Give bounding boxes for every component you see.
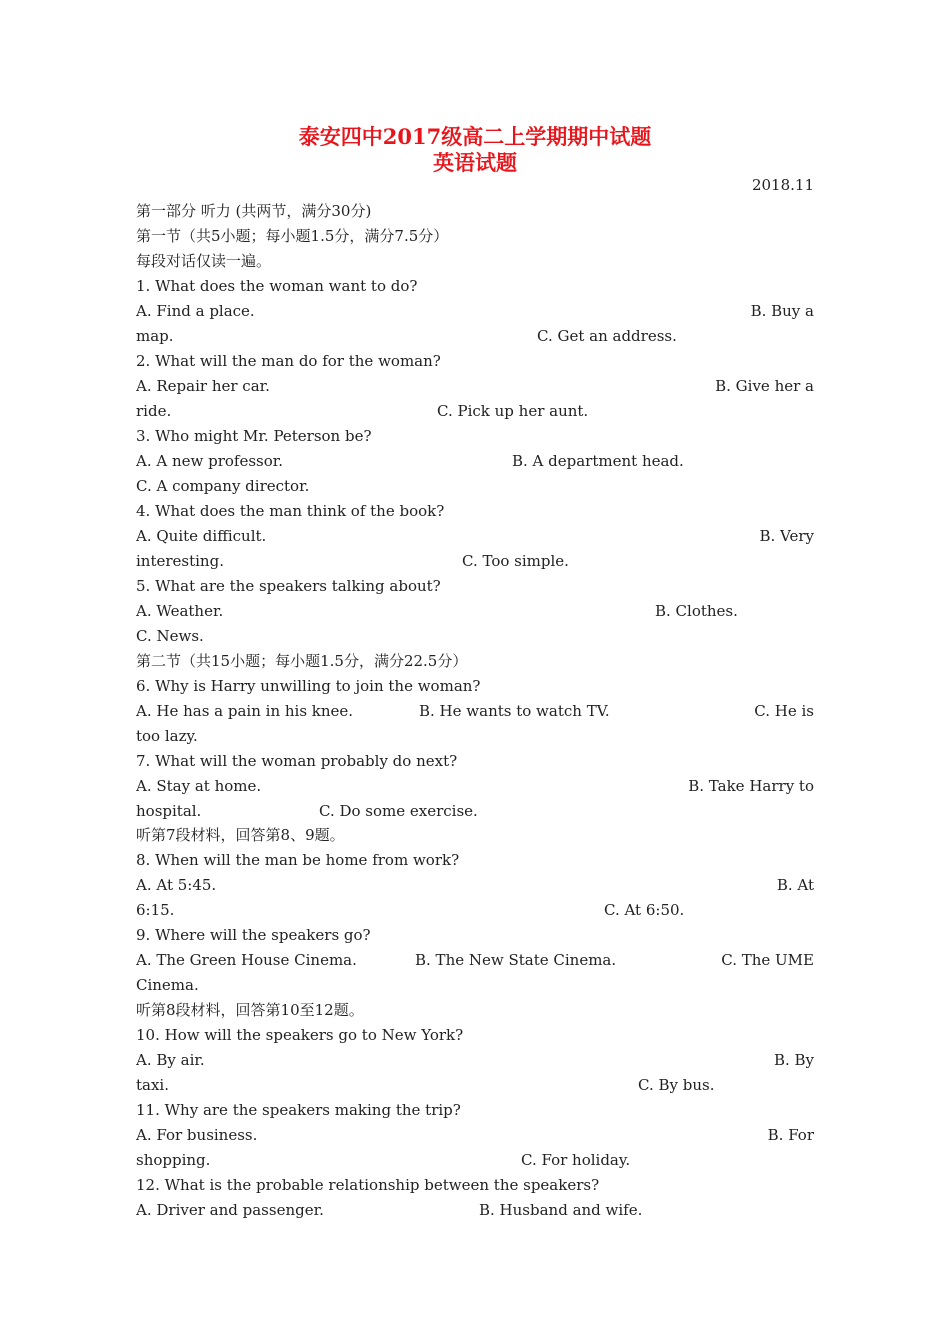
question-8-options-row-2: [136, 898, 814, 923]
question-10: 10. How will the speakers go to New York?: [136, 1026, 464, 1044]
instruction: 每段对话仅读一遍。: [136, 252, 272, 270]
option-b-continued: shopping.: [136, 1151, 211, 1169]
material-note-8: 听第8段材料，回答第10至12题。: [136, 1001, 364, 1019]
option-a: A. Find a place.: [136, 302, 255, 320]
part-heading: 第一部分 听力 (共两节，满分30分): [136, 202, 372, 220]
exam-subtitle: 英语试题: [433, 150, 517, 175]
exam-date: 2018.11: [751, 176, 814, 194]
option-b: B. Take Harry to: [688, 777, 814, 795]
exam-title: 泰安四中2017级高二上学期期中试题: [298, 124, 652, 149]
question-7: 7. What will the woman probably do next?: [136, 752, 458, 770]
option-b-continued: interesting.: [136, 552, 224, 570]
option-c-continued: Cinema.: [136, 976, 199, 994]
question-10-options-row: [136, 1048, 814, 1073]
question-5-options-row-2: [136, 624, 814, 649]
option-b: B. For: [767, 1126, 814, 1144]
question-9-options-row: [136, 948, 814, 973]
option-a: A. Weather.: [136, 602, 224, 620]
option-c: C. News.: [136, 627, 204, 645]
question-9-options-row-2: [136, 973, 814, 998]
material-note-7: 听第7段材料，回答第8、9题。: [136, 826, 345, 844]
option-a: A. He has a pain in his knee.: [136, 702, 354, 720]
question-5: 5. What are the speakers talking about?: [136, 577, 441, 595]
option-b: B. Give her a: [715, 377, 814, 395]
question-4-options-row-2: [136, 549, 814, 574]
option-a: A. For business.: [136, 1126, 258, 1144]
option-b: B. He wants to watch TV.: [419, 702, 610, 720]
option-a: A. Driver and passenger.: [136, 1201, 324, 1219]
option-a: A. Stay at home.: [136, 777, 262, 795]
option-b: B. Very: [759, 527, 814, 545]
section-heading-2: 第二节（共15小题；每小题1.5分，满分22.5分）: [136, 652, 468, 670]
option-b: B. Husband and wife.: [479, 1201, 643, 1219]
option-b: B. Clothes.: [655, 602, 738, 620]
option-c: C. A company director.: [136, 477, 310, 495]
option-b-continued: 6:15.: [136, 901, 175, 919]
question-3: 3. Who might Mr. Peterson be?: [136, 427, 372, 445]
option-a: A. A new professor.: [136, 452, 284, 470]
question-1-options-row-2: [136, 324, 814, 349]
question-7-options-row-2: [136, 799, 814, 824]
option-a: A. Quite difficult.: [136, 527, 267, 545]
question-1-options-row: [136, 299, 814, 324]
question-11-options-row-2: [136, 1148, 814, 1173]
question-3-options-row: [136, 449, 814, 474]
option-a: A. Repair her car.: [136, 377, 270, 395]
option-c: C. At 6:50.: [604, 901, 685, 919]
question-9: 9. Where will the speakers go?: [136, 926, 371, 944]
option-b: B. By: [773, 1051, 814, 1069]
option-c: C. By bus.: [638, 1076, 715, 1094]
question-4: 4. What does the man think of the book?: [136, 502, 445, 520]
option-a: A. By air.: [136, 1051, 205, 1069]
question-11-options-row: [136, 1123, 814, 1148]
question-6-options-row-2: [136, 724, 814, 749]
question-12: 12. What is the probable relationship between the speakers?: [136, 1176, 600, 1194]
question-2-options-row-2: [136, 399, 814, 424]
question-6-options-row: [136, 699, 814, 724]
question-8: 8. When will the man be home from work?: [136, 851, 460, 869]
option-a: A. At 5:45.: [136, 876, 217, 894]
option-b-continued: hospital.: [136, 802, 202, 820]
question-10-options-row-2: [136, 1073, 814, 1098]
option-b-continued: map.: [136, 327, 174, 345]
option-b: B. At: [776, 876, 814, 894]
option-c: C. Get an address.: [537, 327, 677, 345]
question-11: 11. Why are the speakers making the trip?: [136, 1101, 461, 1119]
option-c: C. Do some exercise.: [319, 802, 478, 820]
option-c: C. Too simple.: [462, 552, 569, 570]
question-5-options-row: [136, 599, 814, 624]
option-c: C. He is: [754, 702, 814, 720]
option-c-continued: too lazy.: [136, 727, 198, 745]
question-7-options-row: [136, 774, 814, 799]
option-b: B. Buy a: [750, 302, 814, 320]
option-c: C. The UME: [721, 951, 814, 969]
question-12-options-row: [136, 1198, 814, 1223]
question-3-options-row-2: [136, 474, 814, 499]
question-2-options-row: [136, 374, 814, 399]
option-b-continued: ride.: [136, 402, 172, 420]
option-b-continued: taxi.: [136, 1076, 169, 1094]
option-c: C. Pick up her aunt.: [437, 402, 589, 420]
option-c: C. For holiday.: [521, 1151, 631, 1169]
option-b: B. A department head.: [512, 452, 684, 470]
question-4-options-row: [136, 524, 814, 549]
question-1: 1. What does the woman want to do?: [136, 277, 418, 295]
option-a: A. The Green House Cinema.: [136, 951, 357, 969]
question-2: 2. What will the man do for the woman?: [136, 352, 441, 370]
section-heading: 第一节（共5小题；每小题1.5分，满分7.5分）: [136, 227, 449, 245]
question-6: 6. Why is Harry unwilling to join the woman?: [136, 677, 481, 695]
option-b: B. The New State Cinema.: [415, 951, 617, 969]
question-8-options-row: [136, 873, 814, 898]
